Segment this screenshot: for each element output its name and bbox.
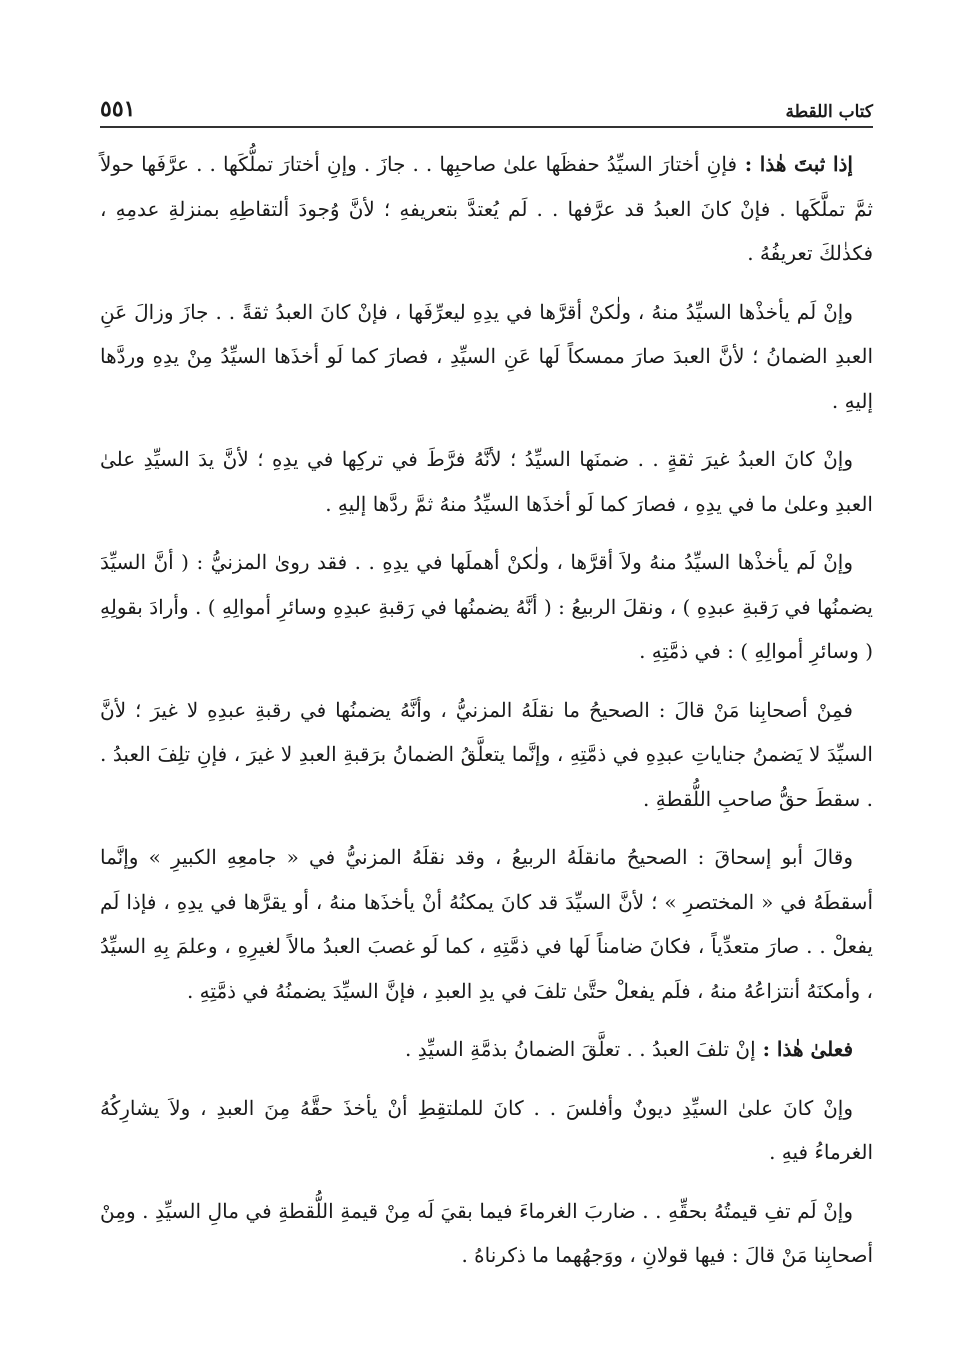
paragraph-text: وإنْ كانَ العبدُ غيرَ ثقةٍ . . ضمنَها السيِّدُ ؛ لأنَّهُ فرَّطَ في تركِها في يدِهِ ؛ لأنَّ يدَ السيِّدِ علىٰ العبدِ وعلىٰ ما في يدِهِ ، فصارَ كما لَو أخذَها السيِّدُ منهُ ثمَّ ردَّها إليهِ . <box>100 447 873 516</box>
paragraph <box>100 290 873 424</box>
book-page <box>100 80 873 1329</box>
paragraph-lead: إذا ثبتَ هٰذا : <box>737 152 853 176</box>
paragraph <box>100 1189 873 1278</box>
paragraph-text: إنْ تلفَ العبدُ . . تعلَّقَ الضمانُ بذمَّةِ السيِّدِ . <box>404 1037 756 1061</box>
paragraph-text: وإنْ لَم تفِ قيمتُهُ بحقِّهِ . . ضاربَ الغرماءَ فيما بقيَ لَه مِنْ قيمةِ اللُّقطةِ في مالِ السيِّدِ . ومِنْ أصحابِنا مَنْ قالَ : فيها قولانِ ، ووَجهُهما ما ذكرناهُ . <box>100 1198 873 1267</box>
paragraph <box>100 540 873 674</box>
page-number: ٥٥١ <box>100 96 136 122</box>
page-body <box>100 142 873 1278</box>
running-title: كتاب اللقطة <box>785 102 873 122</box>
paragraph <box>100 142 873 276</box>
paragraph <box>100 1027 873 1072</box>
paragraph-lead: فعلىٰ هٰذا : <box>755 1037 853 1061</box>
paragraph <box>100 835 873 1013</box>
paragraph <box>100 688 873 822</box>
paragraph <box>100 1086 873 1175</box>
paragraph-text: وقالَ أبو إسحاقَ : الصحيحُ مانقلَهُ الربيعُ ، وقد نقلَهُ المزنيُّ في « جامعِهِ الكبيرِ » وإنَّما أسقطَهُ في « المختصرِ » ؛ لأنَّ السيِّدَ قد كانَ يمكنُهُ أنْ يأخذَها منهُ ، أو يقرَّها في يدِهِ ، فإذا لَم يفعلْ . . صارَ متعدِّياً ، فكانَ ضامناً لَها في ذمَّتِهِ ، كما لَو غصبَ العبدُ مالاً لغيرِهِ ، وعلمَ بِهِ السيِّدُ ، وأمكنَهُ أنتزاعُهُ منهُ ، فلَم يفعلْ حتَّىٰ تلفَ في يدِ العبدِ ، فإنَّ السيِّدَ يضمنُهُ في ذمَّتِهِ . <box>100 845 873 1003</box>
paragraph-text: فإنِ أختارَ السيِّدُ حفظَها علىٰ صاحبِها . . جازَ . وإنِ أختارَ تملُّكَها . . عرَّفَها حولاً ثمَّ تملَّكَها . فإنْ كانَ العبدُ قد عرَّفها . . لَم يُعتدَّ بتعريفهِ ؛ لأنَّ وُجودَ ألتقاطِهِ بمنزلةِ عدمِهِ ، فكذٰلكَ تعريفُهُ . <box>100 152 873 265</box>
paragraph-text: وإنْ كانَ علىٰ السيِّدِ ديونٌ وأفلسَ . . كانَ للملتقِطِ أنْ يأخذَ حقَّهُ مِنَ العبدِ ، ولاَ يشارِكُهُ الغرماءُ فيهِ . <box>100 1095 873 1164</box>
paragraph-text: وإنْ لَم يأخذْها السيِّدُ منهُ ولاَ أقرَّها ، ولٰكنْ أهملَها في يدِهِ . . فقد روىٰ المزنيُّ : ( أنَّ السيِّدَ يضمنُها في رَقبةِ عبدِهِ ) ، ونقلَ الربيعُ : ( أنَّهُ يضمنُها في رَقبةِ عبدِهِ وسائرِ أموالِهِ ) . وأرادَ بقولِهِ ( وسائرِ أموالِهِ ) : في ذمَّتِهِ . <box>100 550 873 663</box>
page-header <box>100 80 873 128</box>
paragraph <box>100 437 873 526</box>
paragraph-text: وإنْ لَم يأخذْها السيِّدُ منهُ ، ولٰكنْ أقرَّها في يدِهِ ليعرِّفَها ، فإنْ كانَ العبدُ ثقةً . . جازَ وزالَ عَنِ العبدِ الضمانُ ؛ لأنَّ العبدَ صارَ ممسكاً لَها عَنِ السيِّدِ ، فصارَ كما لَو أخذَها السيِّدُ مِنْ يدِهِ وردَّها إليهِ . <box>100 299 873 413</box>
paragraph-text: فمِنْ أصحابِنا مَنْ قالَ : الصحيحُ ما نقلَهُ المزنيُّ ، وأنَّهُ يضمنُها في رقبةِ عبدِهِ لا غيرَ ؛ لأنَّ السيِّدَ لا يَضمنُ جناياتِ عبدِهِ في ذمَّتِهِ ، وإنَّما يتعلَّقُ الضمانُ برَقبةِ العبدِ لا غيرَ ، فإنِ تلِفَ العبدُ . . سقطَ حقُّ صاحبِ اللُّقطةِ . <box>100 697 873 811</box>
